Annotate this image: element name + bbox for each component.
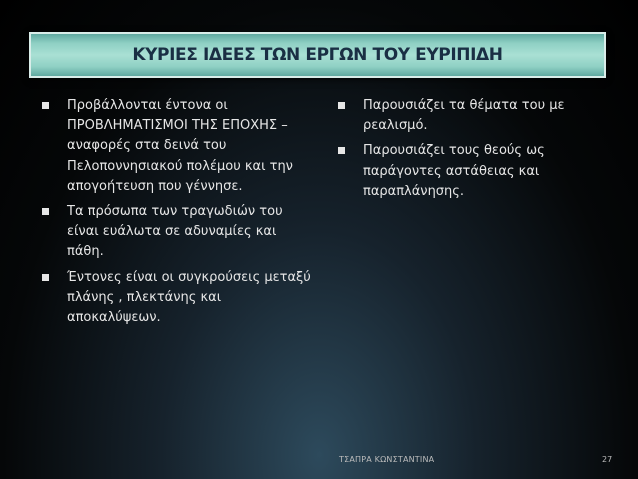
square-bullet-icon bbox=[42, 274, 49, 281]
left-column bbox=[41, 96, 311, 333]
list-item bbox=[41, 268, 311, 329]
list-item bbox=[337, 141, 602, 202]
left-bullet-list bbox=[41, 96, 311, 328]
title-band bbox=[29, 32, 606, 78]
footer-author: ΤΣΑΠΡΑ ΚΩΝΣΤΑΝΤΙΝΑ bbox=[339, 455, 435, 464]
bullet-text: Προβάλλονται έντονα οι ΠΡΟΒΛΗΜΑΤΙΣΜΟΙ ΤΗΣ ΕΠΟΧΗΣ –αναφορές στα δεινά του Πελοποννησιακού πολέμου και την απογοήτευση που γέννησε. bbox=[67, 98, 293, 194]
list-item bbox=[41, 96, 311, 197]
list-item bbox=[337, 96, 602, 136]
square-bullet-icon bbox=[338, 147, 345, 154]
bullet-text: Παρουσιάζει τους θεούς ως παράγοντες αστάθειας και παραπλάνησης. bbox=[363, 143, 545, 199]
square-bullet-icon bbox=[338, 102, 345, 109]
right-bullet-list bbox=[337, 96, 602, 202]
bullet-text: Τα πρόσωπα των τραγωδιών του είναι ευάλωτα σε αδυναμίες και πάθη. bbox=[67, 204, 283, 260]
slide-title: ΚΥΡΙΕΣ ΙΔΕΕΣ ΤΩΝ ΕΡΓΩΝ ΤΟΥ ΕΥΡΙΠΙΔΗ bbox=[132, 45, 503, 65]
right-column bbox=[337, 96, 602, 207]
bullet-text: Έντονες είναι οι συγκρούσεις μεταξύ πλάνης , πλεκτάνης και αποκαλύψεων. bbox=[67, 269, 311, 326]
square-bullet-icon bbox=[42, 208, 49, 215]
list-item bbox=[41, 202, 311, 263]
square-bullet-icon bbox=[42, 102, 49, 109]
page-number: 27 bbox=[602, 455, 613, 464]
bullet-text: Παρουσιάζει τα θέματα του με ρεαλισμό. bbox=[363, 98, 565, 134]
